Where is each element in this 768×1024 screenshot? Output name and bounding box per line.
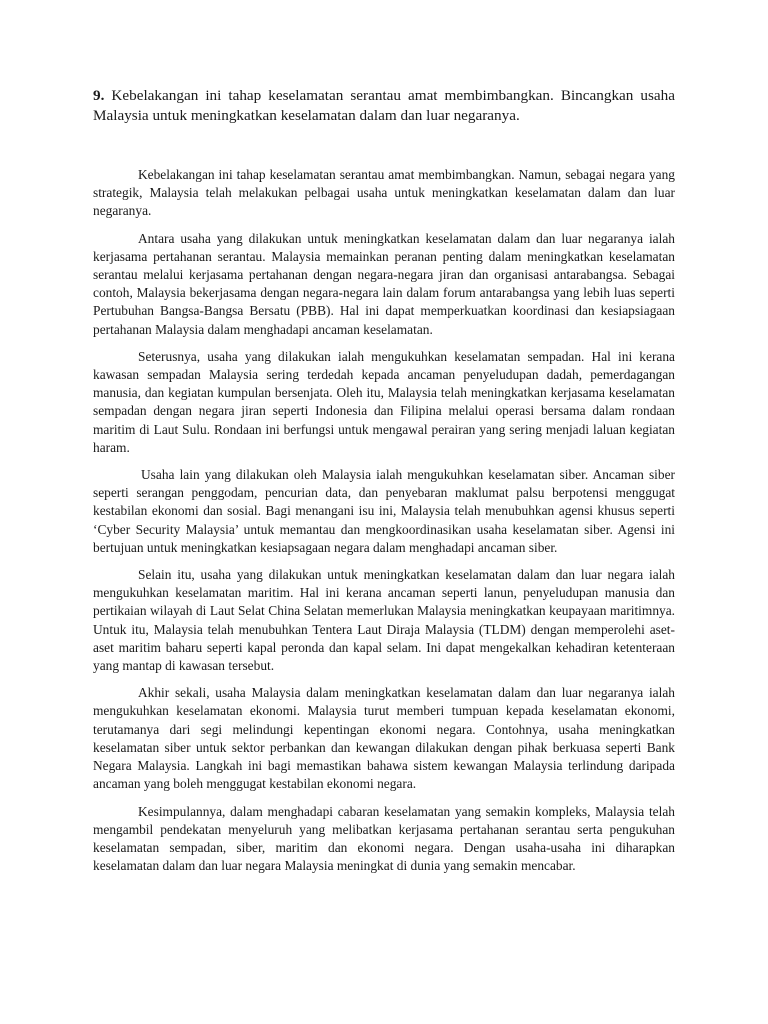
paragraph-border-security: Seterusnya, usaha yang dilakukan ialah mengukuhkan keselamatan sempadan. Hal ini kerana kawasan sempadan Malaysia sering terdedah kepada ancaman penyeludupan dadah, pemerdagangan manusia, dan kegiatan kumpulan bersenjata. Oleh itu, Malaysia telah meningkatkan kerjasama keselamatan sempadan dengan negara jiran seperti Indonesia dan Filipina melalui operasi bersama dalam rondaan maritim di Laut Sulu. Rondaan ini berfungsi untuk mengawal perairan yang sering menjadi laluan kegiatan haram. — [93, 348, 675, 455]
paragraph-cyber-security: Usaha lain yang dilakukan oleh Malaysia ialah mengukuhkan keselamatan siber. Ancaman siber seperti serangan penggodam, pencurian data, dan penyebaran maklumat palsu berpotensi menggugat kestabilan ekonomi dan sosial. Bagi menangani isu ini, Malaysia telah menubuhkan agensi khusus seperti ‘Cyber Security Malaysia’ untuk memantau dan mengkoordinasikan usaha keselamatan siber. Agensi ini bertujuan untuk meningkatkan kesiapsagaan negara dalam menghadapi ancaman siber. — [93, 467, 675, 555]
question-text: Kebelakangan ini tahap keselamatan serantau amat membimbangkan. Bincangkan usaha Malaysia untuk meningkatkan keselamatan dalam dan luar negaranya. — [93, 87, 675, 124]
essay-body — [93, 166, 675, 875]
paragraph-economic-security: Akhir sekali, usaha Malaysia dalam meningkatkan keselamatan dalam dan luar negaranya ialah mengukuhkan keselamatan ekonomi. Malaysia turut memberi tumpuan kepada keselamatan ekonomi, terutamanya dari segi melindungi kepentingan ekonomi negara. Contohnya, usaha meningkatkan keselamatan siber untuk sektor perbankan dan kewangan dilakukan dengan pihak berkuasa seperti Bank Negara Malaysia. Langkah ini bagi memastikan bahawa sistem kewangan Malaysia terlindung daripada ancaman yang boleh menggugat kestabilan ekonomi negara. — [93, 685, 675, 792]
question-number: 9. — [93, 87, 105, 104]
paragraph-introduction: Kebelakangan ini tahap keselamatan serantau amat membimbangkan. Namun, sebagai negara yang strategik, Malaysia telah melakukan pelbagai usaha untuk meningkatkan keselamatan dalam dan luar negaranya. — [93, 167, 675, 219]
paragraph-maritime-security: Selain itu, usaha yang dilakukan untuk meningkatkan keselamatan dalam dan luar negara ialah mengukuhkan keselamatan maritim. Hal ini kerana ancaman seperti lanun, penyeludupan manusia dan pertikaian wilayah di Laut Selat China Selatan memerlukan Malaysia meningkatkan keupayaan maritimnya. Untuk itu, Malaysia telah menubuhkan Tentera Laut Diraja Malaysia (TLDM) dengan memperolehi aset-aset maritim baharu seperti kapal peronda dan kapal selam. Ini dapat mengekalkan kehadiran ketenteraan yang mantap di kawasan tersebut. — [93, 567, 675, 674]
paragraph-conclusion: Kesimpulannya, dalam menghadapi cabaran keselamatan yang semakin kompleks, Malaysia telah mengambil pendekatan menyeluruh yang melibatkan kerjasama pertahanan serantau serta pengukuhan keselamatan sempadan, siber, maritim dan ekonomi negara. Dengan usaha-usaha ini diharapkan keselamatan dalam dan luar negara Malaysia meningkat di dunia yang semakin mencabar. — [93, 803, 675, 874]
question — [93, 86, 675, 125]
document-page — [93, 86, 675, 884]
paragraph-regional-defence: Antara usaha yang dilakukan untuk meningkatkan keselamatan dalam dan luar negaranya ialah kerjasama pertahanan serantau. Malaysia memainkan peranan penting dalam meningkatkan keselamatan serantau melalui kerjasama pertahanan dengan negara-negara jiran dan organisasi antarabangsa. Sebagai contoh, Malaysia bekerjasama dengan negara-negara lain dalam forum antarabangsa yang lebih luas seperti Pertubuhan Bangsa-Bangsa Bersatu (PBB). Hal ini dapat memperkuatkan koordinasi dan kesiapsiagaan pertahanan Malaysia dalam menghadapi ancaman keselamatan. — [93, 230, 675, 337]
